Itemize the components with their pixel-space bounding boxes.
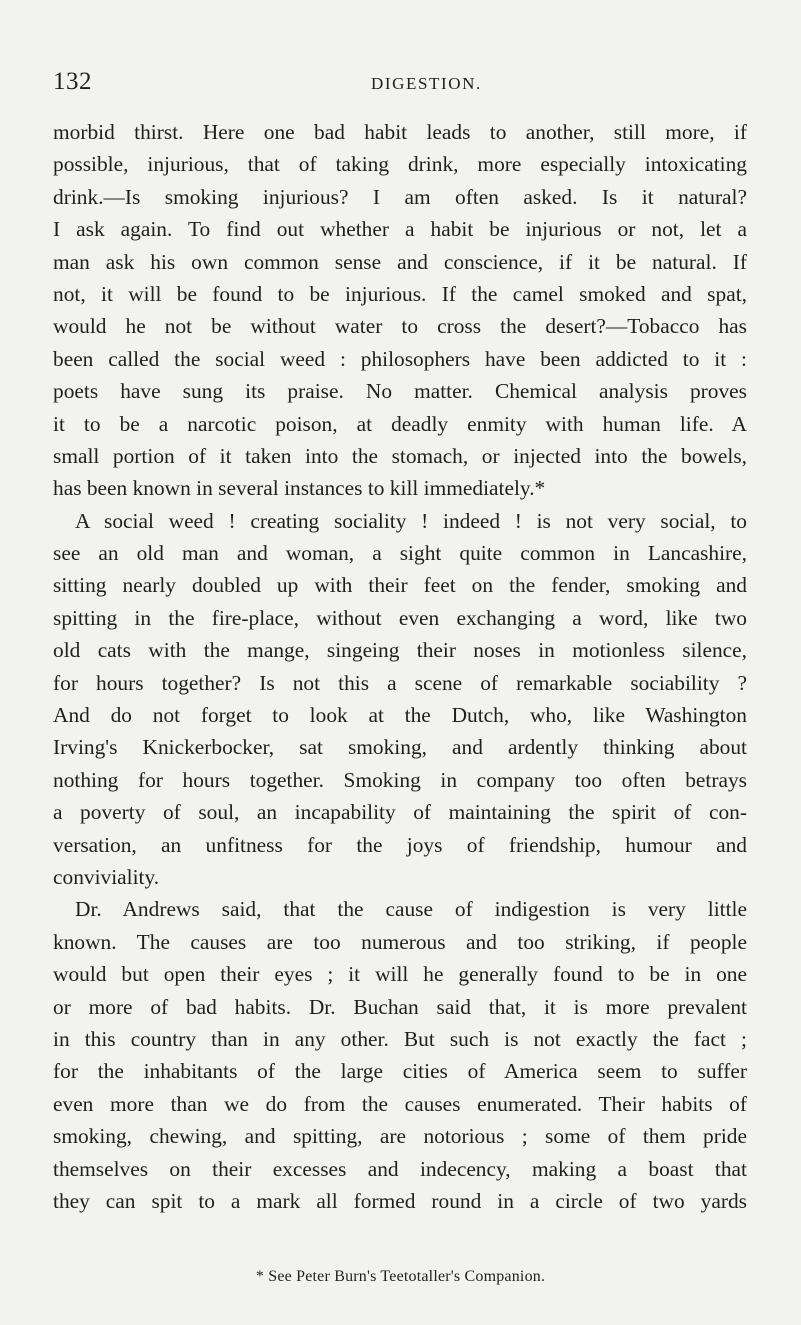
text-line: or more of bad habits. Dr. Buchan said that, it is more prevalent — [53, 994, 747, 1019]
text-line: versation, an unfitness for the joys of friendship, humour and — [53, 832, 747, 857]
text-line: it to be a narcotic poison, at deadly enmity with human life. A — [53, 411, 747, 436]
text-line: spitting in the fire-place, without even exchanging a word, like two — [53, 605, 747, 630]
text-line: in this country than in any other. But such is not exactly the fact ; — [53, 1026, 747, 1051]
text-line: man ask his own common sense and conscience, if it be natural. If — [53, 249, 747, 274]
text-line: not, it will be found to be injurious. If the camel smoked and spat, — [53, 281, 747, 306]
text-line: themselves on their excesses and indecency, making a boast that — [53, 1156, 747, 1181]
paragraph — [53, 893, 747, 1217]
paragraph — [53, 116, 747, 505]
text-line: sitting nearly doubled up with their feet on the fender, smoking and — [53, 573, 747, 598]
text-line: old cats with the mange, singeing their noses in motionless silence, — [53, 638, 747, 663]
text-line: a poverty of soul, an incapability of maintaining the spirit of con- — [53, 800, 747, 825]
text-line: poets have sung its praise. No matter. Chemical analysis proves — [53, 379, 747, 404]
page-header — [53, 68, 753, 98]
text-line: small portion of it taken into the stomach, or injected into the bowels, — [53, 443, 747, 468]
paragraph — [53, 505, 747, 894]
text-line: for the inhabitants of the large cities of America seem to suffer — [53, 1059, 747, 1084]
text-line: And do not forget to look at the Dutch, who, like Washington — [53, 703, 747, 728]
text-line: been called the social weed : philosophers have been addicted to it : — [53, 346, 747, 371]
text-line: known. The causes are too numerous and too striking, if people — [53, 929, 747, 954]
text-line: even more than we do from the causes enumerated. Their habits of — [53, 1091, 747, 1116]
page-number: 132 — [53, 68, 92, 95]
text-line: conviviality. — [53, 864, 160, 889]
text-line: Irving's Knickerbocker, sat smoking, and ardently thinking about — [53, 735, 747, 760]
body-text — [53, 116, 747, 1217]
text-line: for hours together? Is not this a scene of remarkable sociability ? — [53, 670, 747, 695]
text-line: morbid thirst. Here one bad habit leads to another, still more, if — [53, 120, 747, 144]
text-line: possible, injurious, that of taking drink, more especially intoxicating — [53, 152, 747, 177]
text-line: has been known in several instances to kill immediately.* — [53, 476, 546, 501]
footnote: * See Peter Burn's Teetotaller's Companion. — [255, 1268, 546, 1285]
text-line: smoking, chewing, and spitting, are notorious ; some of them pride — [53, 1124, 747, 1149]
text-line: drink.—Is smoking injurious? I am often asked. Is it natural? — [53, 184, 747, 209]
text-line: A social weed ! creating sociality ! indeed ! is not very social, to — [75, 508, 747, 533]
text-line: nothing for hours together. Smoking in company too often betrays — [53, 767, 747, 792]
text-line: would he not be without water to cross the desert?—Tobacco has — [53, 314, 747, 339]
running-head: DIGESTION. — [371, 74, 482, 93]
text-line: Dr. Andrews said, that the cause of indigestion is very little — [75, 897, 747, 922]
text-line: they can spit to a mark all formed round in a circle of two yards — [53, 1188, 747, 1213]
text-line: I ask again. To find out whether a habit be injurious or not, let a — [53, 217, 747, 242]
text-line: see an old man and woman, a sight quite common in Lancashire, — [53, 541, 747, 566]
text-line: would but open their eyes ; it will he generally found to be in one — [53, 962, 747, 987]
